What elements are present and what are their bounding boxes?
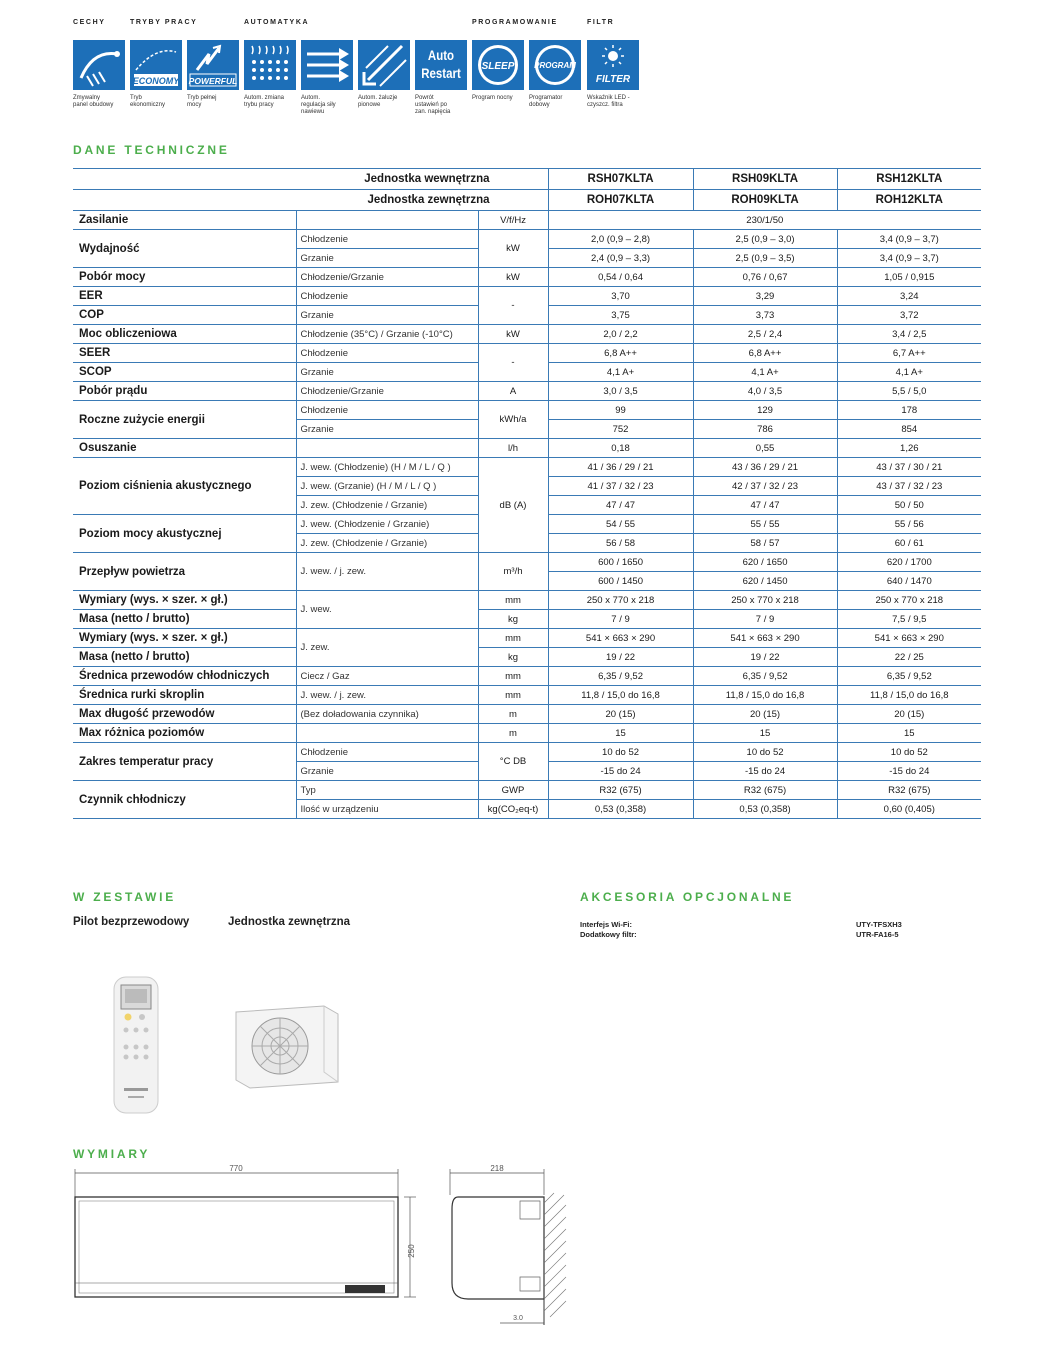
unit: mm bbox=[478, 629, 548, 648]
value-cell: 42 / 37 / 32 / 23 bbox=[693, 477, 837, 496]
unit: m³/h bbox=[478, 553, 548, 591]
value-cell: 20 (15) bbox=[548, 705, 693, 724]
value-cell: 4,1 A+ bbox=[548, 363, 693, 382]
value-cell: 58 / 57 bbox=[693, 534, 837, 553]
condition: Chłodzenie/Grzanie bbox=[296, 382, 478, 401]
dimension-depth-label: 218 bbox=[490, 1165, 504, 1173]
unit: m bbox=[478, 705, 548, 724]
unit: kW bbox=[478, 325, 548, 344]
value-cell: 19 / 22 bbox=[548, 648, 693, 667]
value-cell: 43 / 37 / 32 / 23 bbox=[837, 477, 981, 496]
spec-row bbox=[73, 439, 981, 458]
value-cell: 15 bbox=[548, 724, 693, 743]
spec-row bbox=[73, 686, 981, 705]
parameter-name: Osuszanie bbox=[73, 439, 296, 458]
section-title-accessories: AKCESORIA OPCJONALNE bbox=[580, 890, 795, 904]
value-cell: 11,8 / 15,0 do 16,8 bbox=[837, 686, 981, 705]
condition: (Bez doładowania czynnika) bbox=[296, 705, 478, 724]
value-cell: R32 (675) bbox=[837, 781, 981, 800]
value-cell: 640 / 1470 bbox=[837, 572, 981, 591]
value-cell: 250 x 770 x 218 bbox=[548, 591, 693, 610]
value-cell: 0,18 bbox=[548, 439, 693, 458]
unit: m bbox=[478, 724, 548, 743]
auto-restart-icon: Auto Restart bbox=[415, 40, 467, 90]
unit: mm bbox=[478, 591, 548, 610]
value-cell: 20 (15) bbox=[693, 705, 837, 724]
value-cell: 620 / 1700 bbox=[837, 553, 981, 572]
spec-row bbox=[73, 648, 981, 667]
value-cell: 22 / 25 bbox=[837, 648, 981, 667]
condition bbox=[296, 724, 478, 743]
condition bbox=[296, 211, 478, 230]
unit: kg(CO₂eq-t) bbox=[478, 800, 548, 819]
condition: Grzanie bbox=[296, 249, 478, 268]
remote-control-image bbox=[112, 975, 160, 1115]
value-cell: 0,76 / 0,67 bbox=[693, 268, 837, 287]
unit: A bbox=[478, 382, 548, 401]
icon-caption: Zmywalny panel obudowy bbox=[73, 95, 114, 108]
economy-icon bbox=[130, 40, 182, 90]
powerful-icon bbox=[187, 40, 239, 90]
value-cell: 55 / 55 bbox=[693, 515, 837, 534]
value-cell: 752 bbox=[548, 420, 693, 439]
category-automation: AUTOMATYKA bbox=[244, 19, 310, 26]
value-cell: 0,54 / 0,64 bbox=[548, 268, 693, 287]
value-cell: 1,26 bbox=[837, 439, 981, 458]
parameter-name: Zakres temperatur pracy bbox=[73, 743, 296, 781]
spec-row bbox=[73, 382, 981, 401]
indoor-model: RSH07KLTA bbox=[548, 169, 693, 190]
parameter-name: Zasilanie bbox=[73, 211, 296, 230]
value-cell: 600 / 1650 bbox=[548, 553, 693, 572]
condition: Chłodzenie (35°C) / Grzanie (-10°C) bbox=[296, 325, 478, 344]
value-cell: 2,5 (0,9 – 3,0) bbox=[693, 230, 837, 249]
value-cell: 3,75 bbox=[548, 306, 693, 325]
value-cell: 15 bbox=[837, 724, 981, 743]
svg-text:ECONOMY: ECONOMY bbox=[132, 76, 180, 86]
section-title-dimensions: WYMIARY bbox=[73, 1147, 151, 1161]
spec-row bbox=[73, 553, 981, 572]
condition: J. zew. (Chłodzenie / Grzanie) bbox=[296, 534, 478, 553]
section-title-specs: DANE TECHNICZNE bbox=[73, 143, 230, 157]
icon-caption: Powrót ustawień po zan. napięcia bbox=[415, 95, 451, 115]
unit: - bbox=[478, 344, 548, 382]
value-cell: 3,4 / 2,5 bbox=[837, 325, 981, 344]
header-row-indoor bbox=[73, 169, 981, 190]
value-cell: 6,8 A++ bbox=[693, 344, 837, 363]
svg-text:POWERFUL: POWERFUL bbox=[188, 76, 238, 86]
unit: V/f/Hz bbox=[478, 211, 548, 230]
spec-row bbox=[73, 667, 981, 686]
parameter-name: Poziom ciśnienia akustycznego bbox=[73, 458, 296, 515]
condition: J. wew. (Chłodzenie) (H / M / L / Q ) bbox=[296, 458, 478, 477]
value-cell: 7 / 9 bbox=[693, 610, 837, 629]
value-cell: 2,0 (0,9 – 2,8) bbox=[548, 230, 693, 249]
value-cell: 54 / 55 bbox=[548, 515, 693, 534]
accessory-code: UTR-FA16-5 bbox=[856, 930, 899, 939]
value-cell: 250 x 770 x 218 bbox=[837, 591, 981, 610]
parameter-name: Wymiary (wys. × szer. × gł.) bbox=[73, 591, 296, 610]
parameter-name: Przepływ powietrza bbox=[73, 553, 296, 591]
sleep-icon bbox=[472, 40, 524, 90]
value-cell: 47 / 47 bbox=[693, 496, 837, 515]
condition: Chłodzenie/Grzanie bbox=[296, 268, 478, 287]
unit: kW bbox=[478, 268, 548, 287]
unit: kg bbox=[478, 648, 548, 667]
value-cell: 620 / 1450 bbox=[693, 572, 837, 591]
value-cell: 4,1 A+ bbox=[837, 363, 981, 382]
parameter-name: Czynnik chłodniczy bbox=[73, 781, 296, 819]
condition: J. wew. bbox=[296, 591, 478, 629]
value-cell: 15 bbox=[693, 724, 837, 743]
spec-row bbox=[73, 230, 981, 249]
unit: mm bbox=[478, 686, 548, 705]
icon-caption: Programator dobowy bbox=[529, 95, 563, 108]
indoor-model: RSH09KLTA bbox=[693, 169, 837, 190]
value-cell: 7,5 / 9,5 bbox=[837, 610, 981, 629]
unit: GWP bbox=[478, 781, 548, 800]
washable-panel-icon bbox=[73, 40, 125, 90]
value-cell: 43 / 37 / 30 / 21 bbox=[837, 458, 981, 477]
condition: Grzanie bbox=[296, 363, 478, 382]
value-cell: 10 do 52 bbox=[548, 743, 693, 762]
parameter-name: Średnica rurki skroplin bbox=[73, 686, 296, 705]
value-cell: 1,05 / 0,915 bbox=[837, 268, 981, 287]
unit: - bbox=[478, 287, 548, 325]
value-cell: 0,55 bbox=[693, 439, 837, 458]
filter-icon bbox=[587, 40, 639, 90]
accessory-code: UTY-TFSXH3 bbox=[856, 920, 902, 929]
value-cell: 6,35 / 9,52 bbox=[693, 667, 837, 686]
value-cell: -15 do 24 bbox=[837, 762, 981, 781]
value-cell: 2,0 / 2,2 bbox=[548, 325, 693, 344]
indoor-unit-label: Jednostka wewnętrzna bbox=[73, 169, 548, 190]
parameter-name: Masa (netto / brutto) bbox=[73, 610, 296, 629]
condition: J. zew. bbox=[296, 629, 478, 667]
condition: Chłodzenie bbox=[296, 344, 478, 363]
value-cell: 7 / 9 bbox=[548, 610, 693, 629]
value-cell: 43 / 36 / 29 / 21 bbox=[693, 458, 837, 477]
value-cell: 600 / 1450 bbox=[548, 572, 693, 591]
dimension-width-label: 770 bbox=[229, 1165, 243, 1173]
condition: J. wew. (Chłodzenie / Grzanie) bbox=[296, 515, 478, 534]
parameter-name: Roczne zużycie energii bbox=[73, 401, 296, 439]
condition: Grzanie bbox=[296, 762, 478, 781]
value-cell: 6,7 A++ bbox=[837, 344, 981, 363]
condition: Chłodzenie bbox=[296, 743, 478, 762]
spec-row bbox=[73, 401, 981, 420]
category-filter: FILTR bbox=[587, 19, 615, 26]
condition: Ilość w urządzeniu bbox=[296, 800, 478, 819]
parameter-name: Masa (netto / brutto) bbox=[73, 648, 296, 667]
svg-text:PROGRAM: PROGRAM bbox=[534, 61, 576, 70]
program-icon bbox=[529, 40, 581, 90]
spec-row bbox=[73, 325, 981, 344]
value-cell: 20 (15) bbox=[837, 705, 981, 724]
parameter-name: Wydajność bbox=[73, 230, 296, 268]
value-cell: 3,4 (0,9 – 3,7) bbox=[837, 230, 981, 249]
value-cell: 3,70 bbox=[548, 287, 693, 306]
value-cell: 41 / 36 / 29 / 21 bbox=[548, 458, 693, 477]
parameter-name: COP bbox=[73, 306, 296, 325]
condition: Typ bbox=[296, 781, 478, 800]
value-cell: 854 bbox=[837, 420, 981, 439]
spec-row bbox=[73, 705, 981, 724]
parameter-name: Max różnica poziomów bbox=[73, 724, 296, 743]
parameter-name: SCOP bbox=[73, 363, 296, 382]
spec-row bbox=[73, 724, 981, 743]
dimension-drawing-side bbox=[440, 1165, 575, 1330]
icon-caption: Program nocny bbox=[472, 95, 513, 101]
unit: l/h bbox=[478, 439, 548, 458]
section-title-kit: W ZESTAWIE bbox=[73, 890, 177, 904]
category-modes: TRYBY PRACY bbox=[130, 19, 198, 26]
spec-table bbox=[73, 168, 981, 819]
value-cell: 3,72 bbox=[837, 306, 981, 325]
svg-text:FILTER: FILTER bbox=[595, 74, 631, 85]
value-cell: 6,8 A++ bbox=[548, 344, 693, 363]
unit: kWh/a bbox=[478, 401, 548, 439]
unit: mm bbox=[478, 667, 548, 686]
value-cell: 6,35 / 9,52 bbox=[548, 667, 693, 686]
value-cell: 3,73 bbox=[693, 306, 837, 325]
value-cell: 129 bbox=[693, 401, 837, 420]
value-cell: 3,29 bbox=[693, 287, 837, 306]
category-programming: PROGRAMOWANIE bbox=[472, 19, 558, 26]
condition bbox=[296, 439, 478, 458]
category-features: CECHY bbox=[73, 19, 106, 26]
spec-row bbox=[73, 344, 981, 363]
condition: Chłodzenie bbox=[296, 230, 478, 249]
spec-row bbox=[73, 211, 981, 230]
outdoor-model: ROH12KLTA bbox=[837, 190, 981, 211]
condition: Chłodzenie bbox=[296, 401, 478, 420]
value-cell: 11,8 / 15,0 do 16,8 bbox=[693, 686, 837, 705]
fan-regulation-icon bbox=[301, 40, 353, 90]
value-cell: -15 do 24 bbox=[548, 762, 693, 781]
value-cell: 6,35 / 9,52 bbox=[837, 667, 981, 686]
value-cell: 19 / 22 bbox=[693, 648, 837, 667]
value-cell: R32 (675) bbox=[693, 781, 837, 800]
value-cell: 99 bbox=[548, 401, 693, 420]
value-cell: 0,60 (0,405) bbox=[837, 800, 981, 819]
value-cell: 60 / 61 bbox=[837, 534, 981, 553]
header-row-outdoor bbox=[73, 190, 981, 211]
value-cell: 0,53 (0,358) bbox=[548, 800, 693, 819]
spec-row bbox=[73, 458, 981, 477]
unit: kW bbox=[478, 230, 548, 268]
unit: dB (A) bbox=[478, 458, 548, 553]
auto-mode-icon bbox=[244, 40, 296, 90]
outdoor-unit-image bbox=[232, 1002, 342, 1090]
condition: J. zew. (Chłodzenie / Grzanie) bbox=[296, 496, 478, 515]
value-cell: 0,53 (0,358) bbox=[693, 800, 837, 819]
parameter-name: Pobór prądu bbox=[73, 382, 296, 401]
spec-row bbox=[73, 743, 981, 762]
value-cell: 250 x 770 x 218 bbox=[693, 591, 837, 610]
value-cell: 5,5 / 5,0 bbox=[837, 382, 981, 401]
icon-caption: Tryb pełnej mocy bbox=[187, 95, 217, 108]
outdoor-unit-label: Jednostka zewnętrzna bbox=[73, 190, 548, 211]
accessory-label: Interfejs Wi-Fi: bbox=[580, 920, 633, 929]
value-cell: 4,0 / 3,5 bbox=[693, 382, 837, 401]
value-cell: 10 do 52 bbox=[837, 743, 981, 762]
icon-caption: Tryb ekonomiczny bbox=[130, 95, 166, 108]
value-cell: 2,5 (0,9 – 3,5) bbox=[693, 249, 837, 268]
parameter-name: Średnica przewodów chłodniczych bbox=[73, 667, 296, 686]
value-cell: 41 / 37 / 32 / 23 bbox=[548, 477, 693, 496]
spec-row bbox=[73, 268, 981, 287]
condition: Grzanie bbox=[296, 420, 478, 439]
condition: Chłodzenie bbox=[296, 287, 478, 306]
value-cell: 2,5 / 2,4 bbox=[693, 325, 837, 344]
dimension-gap-label: 3.0 bbox=[513, 1315, 523, 1322]
kit-item-outdoor-unit: Jednostka zewnętrzna bbox=[228, 916, 351, 928]
spec-row bbox=[73, 629, 981, 648]
parameter-name: Moc obliczeniowa bbox=[73, 325, 296, 344]
value-cell: 620 / 1650 bbox=[693, 553, 837, 572]
value-cell: 55 / 56 bbox=[837, 515, 981, 534]
icon-caption: Autom. żaluzje pionowe bbox=[358, 95, 398, 108]
value-cell: 10 do 52 bbox=[693, 743, 837, 762]
icon-caption: Wskaźnik LED - czyszcz. filtra bbox=[587, 95, 630, 108]
parameter-name: EER bbox=[73, 287, 296, 306]
value-cell: 3,24 bbox=[837, 287, 981, 306]
dimension-drawing-front bbox=[70, 1165, 425, 1315]
condition: Ciecz / Gaz bbox=[296, 667, 478, 686]
spec-row bbox=[73, 591, 981, 610]
value-cell: 178 bbox=[837, 401, 981, 420]
value-cell: 541 × 663 × 290 bbox=[837, 629, 981, 648]
value-cell: 3,4 (0,9 – 3,7) bbox=[837, 249, 981, 268]
parameter-name: SEER bbox=[73, 344, 296, 363]
svg-text:SLEEP: SLEEP bbox=[481, 61, 515, 72]
condition: J. wew. / j. zew. bbox=[296, 686, 478, 705]
parameter-name: Poziom mocy akustycznej bbox=[73, 515, 296, 553]
parameter-name: Max długość przewodów bbox=[73, 705, 296, 724]
value-cell: 56 / 58 bbox=[548, 534, 693, 553]
value-cell: 541 × 663 × 290 bbox=[548, 629, 693, 648]
outdoor-model: ROH09KLTA bbox=[693, 190, 837, 211]
unit: kg bbox=[478, 610, 548, 629]
louver-icon bbox=[358, 40, 410, 90]
value-cell: 786 bbox=[693, 420, 837, 439]
value-cell: 2,4 (0,9 – 3,3) bbox=[548, 249, 693, 268]
icon-caption: Autom. regulacja siły nawiewu bbox=[301, 95, 336, 115]
value-cell: 47 / 47 bbox=[548, 496, 693, 515]
value-cell: -15 do 24 bbox=[693, 762, 837, 781]
condition: J. wew. (Grzanie) (H / M / L / Q ) bbox=[296, 477, 478, 496]
outdoor-model: ROH07KLTA bbox=[548, 190, 693, 211]
spec-row bbox=[73, 781, 981, 800]
value-cell: 3,0 / 3,5 bbox=[548, 382, 693, 401]
parameter-name: Pobór mocy bbox=[73, 268, 296, 287]
value-cell: 4,1 A+ bbox=[693, 363, 837, 382]
value-cell: 50 / 50 bbox=[837, 496, 981, 515]
accessory-label: Dodatkowy filtr: bbox=[580, 930, 637, 939]
value-cell: 11,8 / 15,0 do 16,8 bbox=[548, 686, 693, 705]
unit: °C DB bbox=[478, 743, 548, 781]
value-cell: 541 × 663 × 290 bbox=[693, 629, 837, 648]
condition: Grzanie bbox=[296, 306, 478, 325]
spec-row bbox=[73, 610, 981, 629]
value-cell: 230/1/50 bbox=[548, 211, 981, 230]
condition: J. wew. / j. zew. bbox=[296, 553, 478, 591]
icon-caption: Autom. zmiana trybu pracy bbox=[244, 95, 285, 108]
spec-row bbox=[73, 287, 981, 306]
dimension-height-label: 250 bbox=[407, 1244, 416, 1258]
value-cell: R32 (675) bbox=[548, 781, 693, 800]
parameter-name: Wymiary (wys. × szer. × gł.) bbox=[73, 629, 296, 648]
indoor-model: RSH12KLTA bbox=[837, 169, 981, 190]
kit-item-remote: Pilot bezprzewodowy bbox=[73, 916, 190, 928]
